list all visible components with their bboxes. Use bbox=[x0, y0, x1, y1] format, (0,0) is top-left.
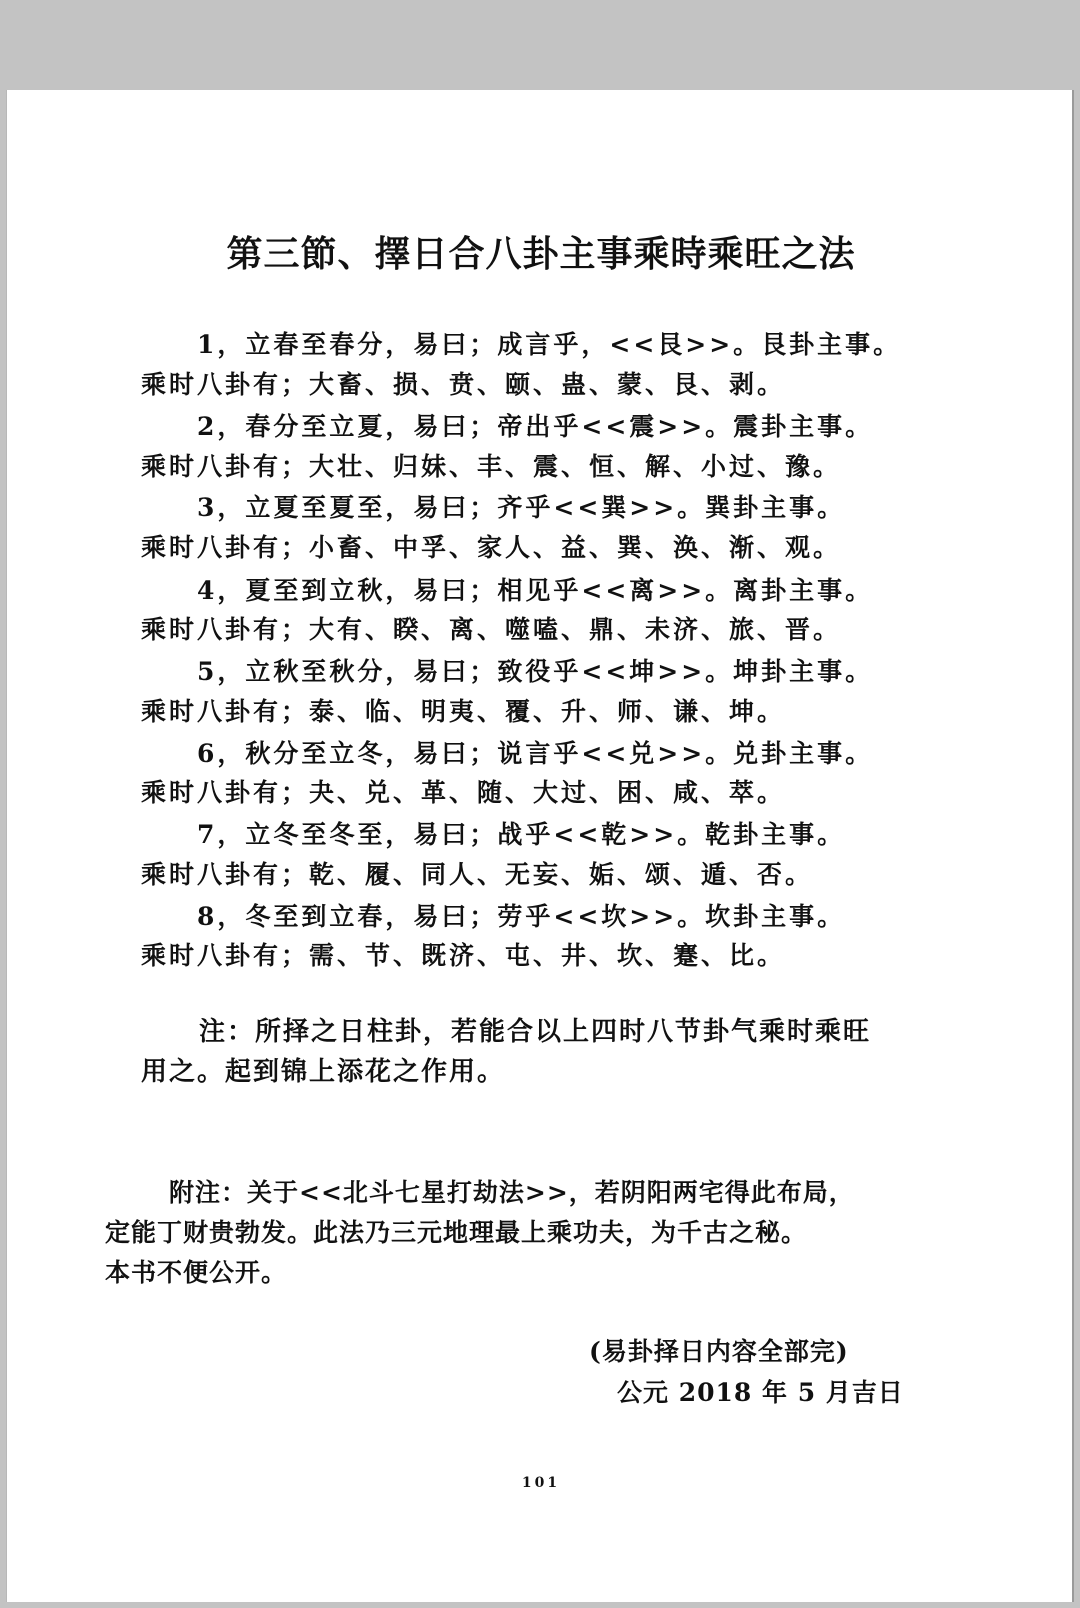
item-4-heading: 4，夏至到立秋，易曰；相见乎<<离>>。离卦主事。 bbox=[197, 576, 874, 605]
document-page bbox=[6, 90, 1074, 1602]
item-6-heading: 6，秋分至立冬，易曰；说言乎<<兑>>。兑卦主事。 bbox=[197, 739, 874, 768]
item-4-hexagrams: 乘时八卦有；大有、睽、离、噬嗑、鼎、未济、旅、晋。 bbox=[141, 615, 842, 644]
item-7-hexagrams: 乘时八卦有；乾、履、同人、无妄、姤、颂、遁、否。 bbox=[141, 860, 814, 889]
footnote-line-2: 定能丁财贵勃发。此法乃三元地理最上乘功夫，为千古之秘。 bbox=[105, 1218, 808, 1247]
item-1-heading: 1，立春至春分，易曰；成言乎，<<艮>>。艮卦主事。 bbox=[197, 330, 902, 359]
section-title: 第三節、擇日合八卦主事乘時乘旺之法 bbox=[226, 234, 856, 275]
item-6-hexagrams: 乘时八卦有；夬、兑、革、随、大过、困、咸、萃。 bbox=[141, 778, 786, 807]
footnote-line-1: 附注：关于<<北斗七星打劫法>>，若阴阳两宅得此布局， bbox=[169, 1178, 855, 1207]
item-5-heading: 5，立秋至秋分，易曰；致役乎<<坤>>。坤卦主事。 bbox=[197, 657, 874, 686]
signoff-date: 公元 2018 年 5 月吉日 bbox=[617, 1378, 904, 1407]
item-2-heading: 2，春分至立夏，易曰；帝出乎<<震>>。震卦主事。 bbox=[197, 412, 874, 441]
item-3-heading: 3，立夏至夏至，易曰；齐乎<<巽>>。巽卦主事。 bbox=[197, 493, 846, 522]
item-8-heading: 8，冬至到立春，易曰；劳乎<<坎>>。坎卦主事。 bbox=[197, 902, 846, 931]
note-line-2: 用之。起到锦上添花之作用。 bbox=[141, 1057, 506, 1087]
signoff-completion: (易卦择日内容全部完) bbox=[589, 1337, 849, 1366]
item-7-heading: 7，立冬至冬至，易曰；战乎<<乾>>。乾卦主事。 bbox=[197, 820, 846, 849]
item-1-hexagrams: 乘时八卦有；大畜、损、贲、颐、蛊、蒙、艮、剥。 bbox=[141, 370, 786, 399]
item-3-hexagrams: 乘时八卦有；小畜、中孚、家人、益、巽、涣、渐、观。 bbox=[141, 533, 842, 562]
page-number: 101 bbox=[521, 1475, 561, 1491]
note-line-1: 注：所择之日柱卦，若能合以上四时八节卦气乘时乘旺 bbox=[199, 1017, 872, 1047]
item-5-hexagrams: 乘时八卦有；泰、临、明夷、覆、升、师、谦、坤。 bbox=[141, 697, 786, 726]
item-2-hexagrams: 乘时八卦有；大壮、归妹、丰、震、恒、解、小过、豫。 bbox=[141, 452, 842, 481]
item-8-hexagrams: 乘时八卦有；需、节、既济、屯、井、坎、蹇、比。 bbox=[141, 941, 786, 970]
footnote-line-3: 本书不便公开。 bbox=[105, 1258, 288, 1287]
